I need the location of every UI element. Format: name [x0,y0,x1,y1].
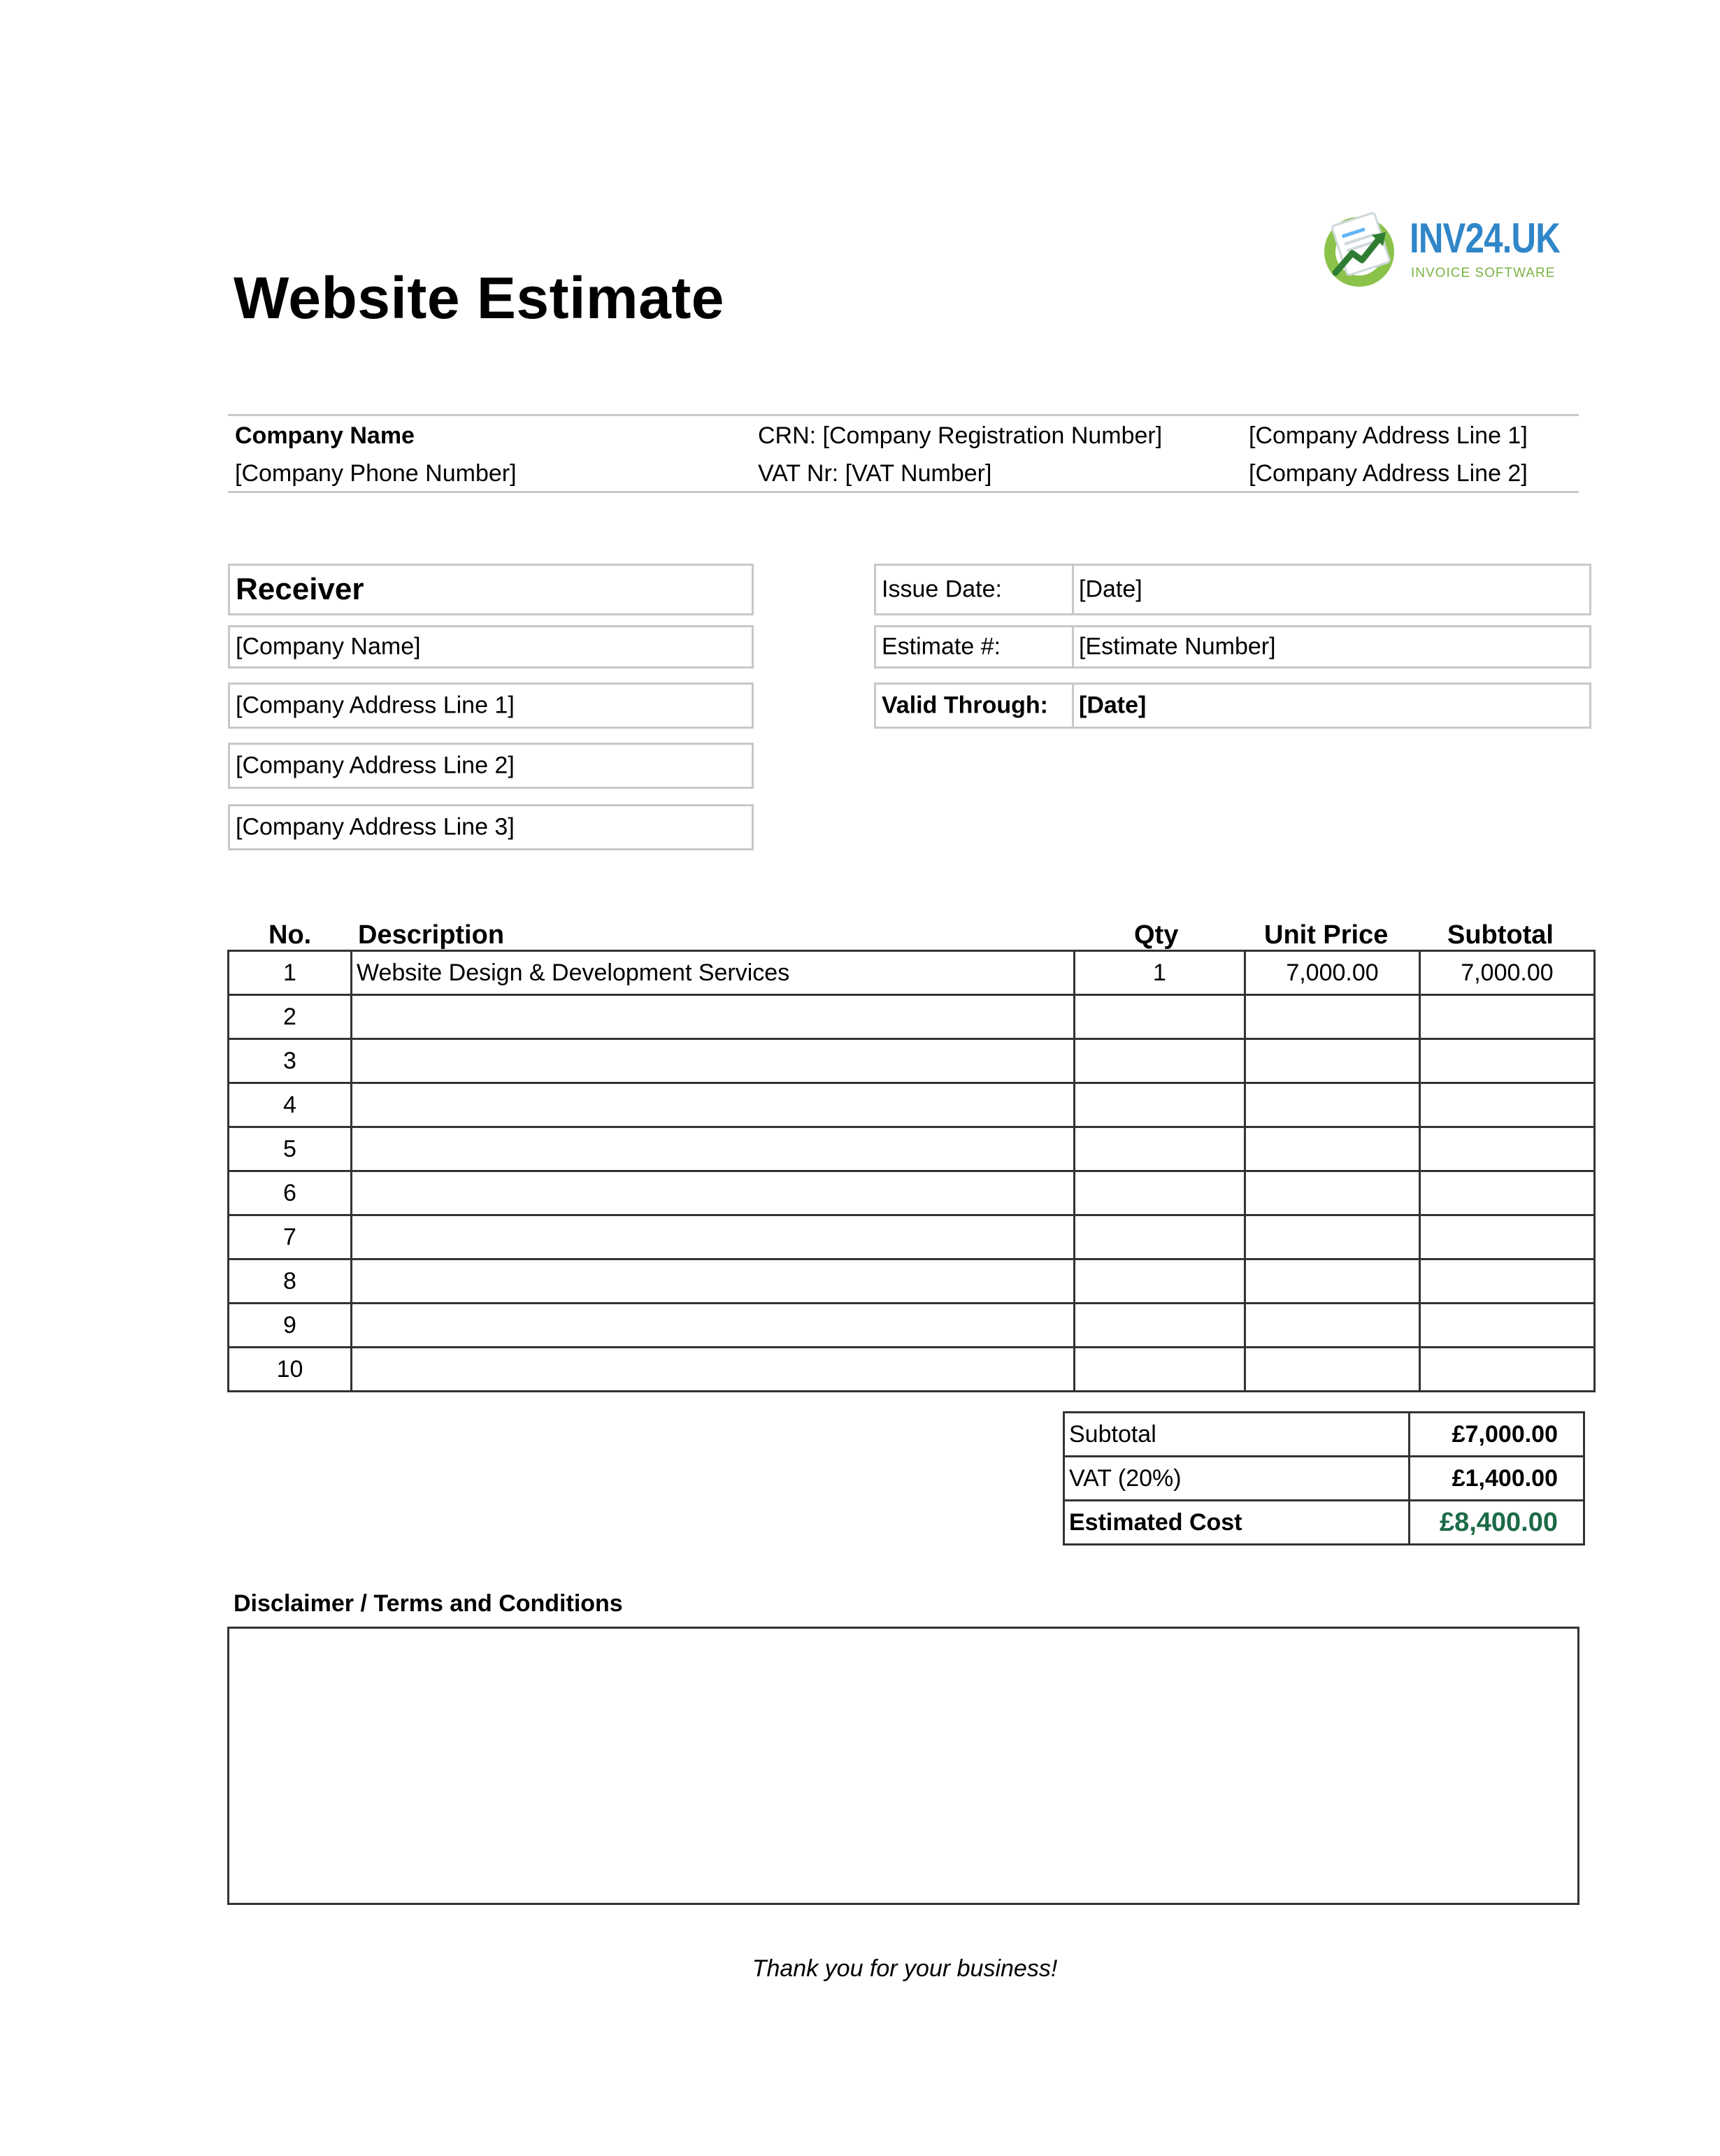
table-row [229,1039,1595,1083]
table-row [229,1348,1595,1392]
item-subtotal [1420,1348,1595,1392]
valid-through-value: [Date] [1079,692,1147,719]
totals-row-subtotal [1064,1413,1584,1457]
table-row [229,951,1595,995]
item-unit-price: 7,000.00 [1245,951,1420,995]
item-subtotal: 7,000.00 [1420,951,1595,995]
item-description [352,1215,1075,1259]
issue-date-row [874,564,1591,615]
receiver-address-line-1: [Company Address Line 1] [236,692,515,719]
item-description [352,1304,1075,1348]
item-unit-price [1245,1127,1420,1171]
terms-label: Disclaimer / Terms and Conditions [234,1590,623,1617]
receiver-line-box [228,743,754,789]
item-description [352,1348,1075,1392]
item-subtotal [1420,1304,1595,1348]
vat-label: VAT (20%) [1064,1457,1410,1501]
item-description [352,1083,1075,1127]
item-qty [1075,995,1245,1039]
meta-separator [1072,627,1074,666]
company-vat: VAT Nr: [VAT Number] [758,460,992,487]
company-address-line-2: [Company Address Line 2] [1249,460,1528,487]
item-qty [1075,1083,1245,1127]
receiver-address-line-3: [Company Address Line 3] [236,813,515,841]
item-unit-price [1245,1348,1420,1392]
item-unit-price [1245,1171,1420,1215]
receiver-address-line-2: [Company Address Line 2] [236,752,515,779]
table-row [229,1171,1595,1215]
item-description [352,995,1075,1039]
receiver-heading: Receiver [236,572,364,606]
subtotal-label: Subtotal [1064,1413,1410,1457]
header-subtotal: Subtotal [1447,920,1554,950]
receiver-line-box [228,804,754,850]
item-unit-price [1245,1083,1420,1127]
item-subtotal [1420,1171,1595,1215]
logo-name: INV24.UK [1410,215,1560,262]
item-description [352,1127,1075,1171]
header-qty: Qty [1134,920,1179,950]
estimate-number-label: Estimate #: [882,633,1001,660]
estimated-cost-value: £8,400.00 [1410,1501,1584,1545]
estimate-number-value: [Estimate Number] [1079,633,1276,660]
receiver-line-box [228,625,754,669]
document-title: Website Estimate [234,265,725,331]
table-row [229,995,1595,1039]
item-description [352,1039,1075,1083]
table-row [229,1083,1595,1127]
item-unit-price [1245,1259,1420,1304]
table-row [229,1304,1595,1348]
logo-mark-icon [1320,208,1401,290]
receiver-heading-box [228,564,754,615]
receiver-line-box [228,683,754,729]
item-subtotal [1420,1127,1595,1171]
item-no: 9 [229,1304,352,1348]
item-qty [1075,1039,1245,1083]
item-description: Website Design & Development Services [352,951,1075,995]
item-unit-price [1245,1039,1420,1083]
estimate-number-row [874,625,1591,669]
logo-tagline: INVOICE SOFTWARE [1411,266,1556,280]
meta-separator [1072,566,1074,613]
item-subtotal [1420,995,1595,1039]
item-subtotal [1420,1083,1595,1127]
vat-value: £1,400.00 [1410,1457,1584,1501]
company-logo [1320,203,1572,294]
header-no: No. [268,920,312,950]
table-row [229,1259,1595,1304]
item-qty: 1 [1075,951,1245,995]
item-no: 8 [229,1259,352,1304]
divider-bottom [228,491,1579,493]
item-no: 5 [229,1127,352,1171]
item-no: 2 [229,995,352,1039]
totals-row-vat [1064,1457,1584,1501]
valid-through-row [874,683,1591,729]
company-crn: CRN: [Company Registration Number] [758,422,1163,449]
totals-table [1063,1411,1585,1545]
estimated-cost-label: Estimated Cost [1064,1501,1410,1545]
item-subtotal [1420,1259,1595,1304]
item-qty [1075,1127,1245,1171]
item-qty [1075,1171,1245,1215]
item-qty [1075,1304,1245,1348]
totals-row-estimated [1064,1501,1584,1545]
issue-date-label: Issue Date: [882,576,1002,603]
item-description [352,1259,1075,1304]
item-subtotal [1420,1039,1595,1083]
item-description [352,1171,1075,1215]
header-unit-price: Unit Price [1264,920,1389,950]
receiver-company-name: [Company Name] [236,633,421,660]
subtotal-value: £7,000.00 [1410,1413,1584,1457]
valid-through-label: Valid Through: [882,692,1048,719]
thank-you-text: Thank you for your business! [752,1955,1058,1982]
item-qty [1075,1259,1245,1304]
header-description: Description [358,920,505,950]
company-phone: [Company Phone Number] [235,460,517,487]
item-no: 1 [229,951,352,995]
item-no: 7 [229,1215,352,1259]
company-name: Company Name [235,422,415,449]
item-no: 3 [229,1039,352,1083]
thank-you-note [0,1955,1720,1983]
item-no: 4 [229,1083,352,1127]
item-qty [1075,1215,1245,1259]
table-row [229,1127,1595,1171]
issue-date-value: [Date] [1079,576,1142,603]
divider-top [228,414,1579,416]
item-no: 6 [229,1171,352,1215]
item-unit-price [1245,1304,1420,1348]
item-unit-price [1245,1215,1420,1259]
meta-separator [1072,685,1074,727]
item-qty [1075,1348,1245,1392]
item-no: 10 [229,1348,352,1392]
item-unit-price [1245,995,1420,1039]
item-subtotal [1420,1215,1595,1259]
table-row [229,1215,1595,1259]
terms-box[interactable] [227,1627,1579,1905]
items-table [227,950,1596,1392]
company-address-line-1: [Company Address Line 1] [1249,422,1528,449]
